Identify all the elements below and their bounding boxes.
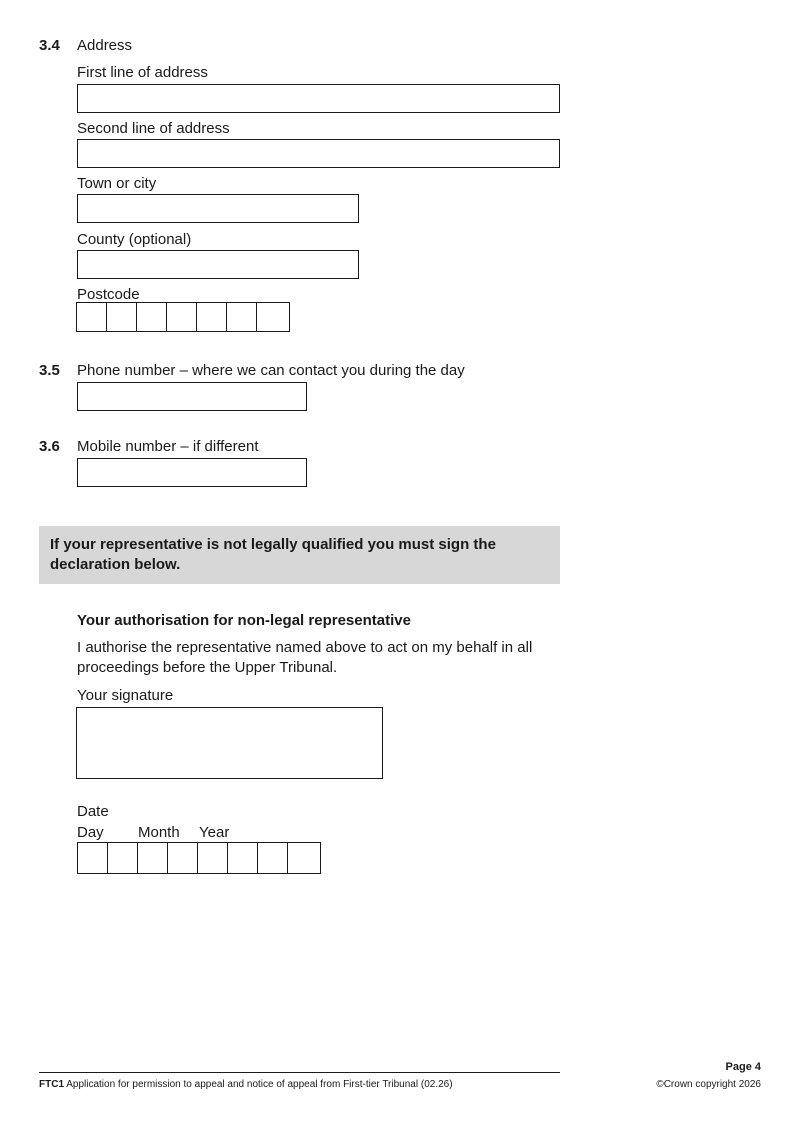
signature-label: Your signature <box>77 687 174 704</box>
first-line-label: First line of address <box>77 64 208 81</box>
date-month-cell[interactable] <box>168 843 198 873</box>
declaration-notice-text: If your representative is not legally qualified you must sign the declaration below. <box>50 536 496 573</box>
phone-label: Phone number – where we can contact you during the day <box>77 362 465 379</box>
date-year-cell[interactable] <box>258 843 288 873</box>
section-3-4-number: 3.4 <box>39 37 60 54</box>
footer-form-code: FTC1 <box>39 1079 64 1090</box>
declaration-notice <box>39 526 560 584</box>
authorisation-heading: Your authorisation for non-legal representative <box>77 612 411 629</box>
date-label: Date <box>77 803 109 820</box>
first-line-input[interactable] <box>77 84 560 113</box>
year-label: Year <box>199 824 230 841</box>
postcode-input[interactable] <box>76 302 290 332</box>
phone-input[interactable] <box>77 382 307 411</box>
postcode-cell[interactable] <box>257 303 287 331</box>
date-month-cell[interactable] <box>138 843 168 873</box>
second-line-input[interactable] <box>77 139 560 168</box>
copyright: ©Crown copyright 2026 <box>656 1079 761 1090</box>
second-line-label: Second line of address <box>77 120 230 137</box>
footer-divider <box>39 1072 560 1073</box>
postcode-cell[interactable] <box>137 303 167 331</box>
date-year-cell[interactable] <box>198 843 228 873</box>
county-input[interactable] <box>77 250 359 279</box>
month-label: Month <box>138 824 180 841</box>
town-label: Town or city <box>77 175 157 192</box>
postcode-label: Postcode <box>77 286 140 303</box>
postcode-cell[interactable] <box>197 303 227 331</box>
date-input[interactable] <box>77 842 321 874</box>
authorisation-body: I authorise the representative named above to act on my behalf in all proceedings before the Upper Tribunal. <box>77 639 533 676</box>
postcode-cell[interactable] <box>167 303 197 331</box>
address-label: Address <box>77 37 133 54</box>
signature-box[interactable] <box>76 707 383 779</box>
date-day-cell[interactable] <box>108 843 138 873</box>
page-number: Page 4 <box>725 1061 761 1073</box>
mobile-label: Mobile number – if different <box>77 438 259 455</box>
town-input[interactable] <box>77 194 359 223</box>
day-label: Day <box>77 824 104 841</box>
date-year-cell[interactable] <box>288 843 318 873</box>
footer-form-title: Application for permission to appeal and notice of appeal from First-tier Tribunal (02.26) <box>66 1079 453 1090</box>
date-year-cell[interactable] <box>228 843 258 873</box>
footer-form-info <box>39 1079 453 1090</box>
county-label: County (optional) <box>77 231 192 248</box>
section-3-6-number: 3.6 <box>39 438 60 455</box>
mobile-input[interactable] <box>77 458 307 487</box>
postcode-cell[interactable] <box>107 303 137 331</box>
section-3-5-number: 3.5 <box>39 362 60 379</box>
date-day-cell[interactable] <box>78 843 108 873</box>
postcode-cell[interactable] <box>227 303 257 331</box>
postcode-cell[interactable] <box>77 303 107 331</box>
